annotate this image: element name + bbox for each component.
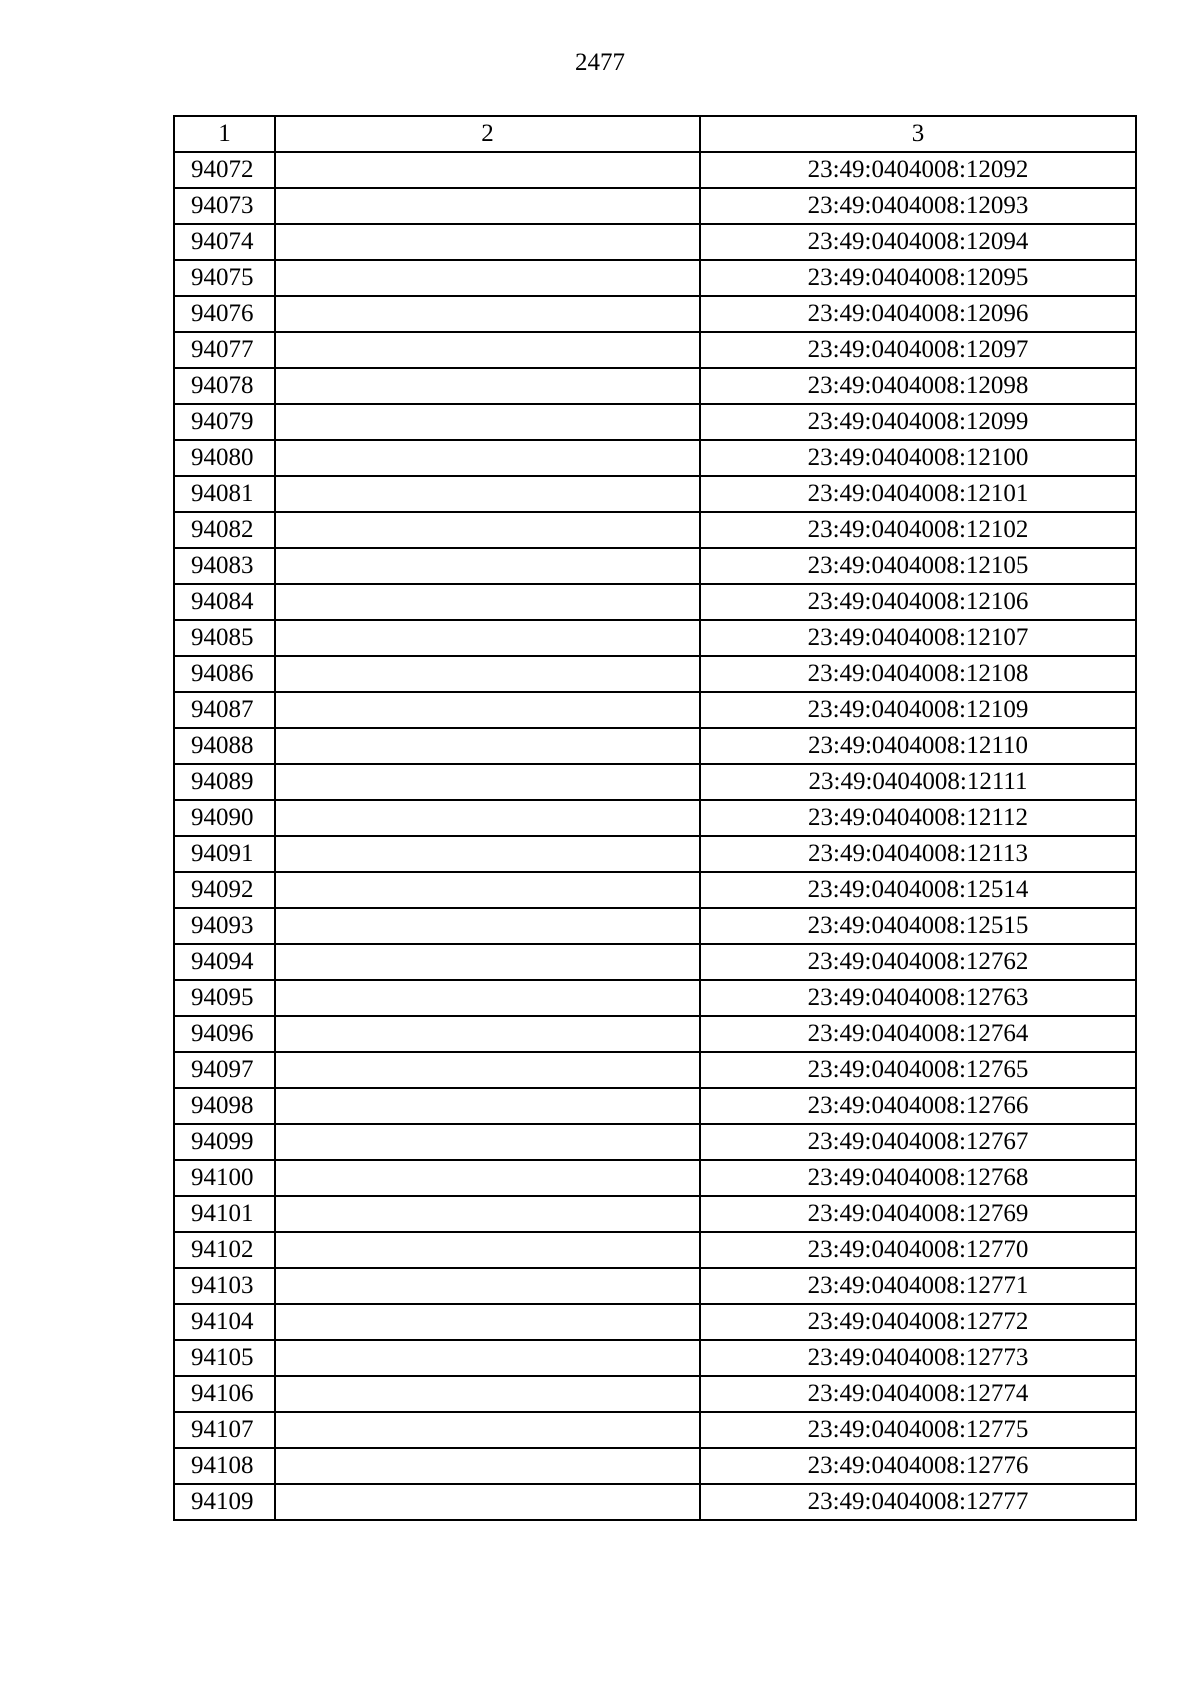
table-row <box>174 1304 1136 1340</box>
cadastral-number-cell: 23:49:0404008:12108 <box>700 656 1136 692</box>
table-row <box>174 872 1136 908</box>
row-description-cell <box>275 1196 700 1232</box>
row-number-cell: 94083 <box>174 548 275 584</box>
row-number-cell: 94082 <box>174 512 275 548</box>
cadastral-number-cell: 23:49:0404008:12094 <box>700 224 1136 260</box>
row-number-cell: 94105 <box>174 1340 275 1376</box>
row-number-cell: 94086 <box>174 656 275 692</box>
row-number-cell: 94077 <box>174 332 275 368</box>
row-description-cell <box>275 1088 700 1124</box>
row-description-cell <box>275 1448 700 1484</box>
row-description-cell <box>275 980 700 1016</box>
row-number-cell: 94103 <box>174 1268 275 1304</box>
row-description-cell <box>275 944 700 980</box>
cadastral-number-cell: 23:49:0404008:12101 <box>700 476 1136 512</box>
cadastral-number-cell: 23:49:0404008:12763 <box>700 980 1136 1016</box>
row-description-cell <box>275 188 700 224</box>
cadastral-number-cell: 23:49:0404008:12515 <box>700 908 1136 944</box>
column-header-2: 2 <box>275 116 700 152</box>
row-number-cell: 94073 <box>174 188 275 224</box>
row-number-cell: 94091 <box>174 836 275 872</box>
row-number-cell: 94099 <box>174 1124 275 1160</box>
cadastral-number-cell: 23:49:0404008:12100 <box>700 440 1136 476</box>
cadastral-number-cell: 23:49:0404008:12113 <box>700 836 1136 872</box>
table-row <box>174 476 1136 512</box>
row-number-cell: 94095 <box>174 980 275 1016</box>
row-description-cell <box>275 728 700 764</box>
row-number-cell: 94081 <box>174 476 275 512</box>
table-row <box>174 512 1136 548</box>
row-number-cell: 94094 <box>174 944 275 980</box>
cadastral-number-cell: 23:49:0404008:12093 <box>700 188 1136 224</box>
table-row <box>174 1412 1136 1448</box>
cadastral-number-cell: 23:49:0404008:12111 <box>700 764 1136 800</box>
row-number-cell: 94075 <box>174 260 275 296</box>
cadastral-number-cell: 23:49:0404008:12107 <box>700 620 1136 656</box>
page-number: 2477 <box>575 49 625 76</box>
row-number-cell: 94100 <box>174 1160 275 1196</box>
row-description-cell <box>275 440 700 476</box>
table-row <box>174 1484 1136 1520</box>
row-description-cell <box>275 296 700 332</box>
cadastral-number-cell: 23:49:0404008:12097 <box>700 332 1136 368</box>
table-row <box>174 944 1136 980</box>
row-description-cell <box>275 1052 700 1088</box>
table-row <box>174 260 1136 296</box>
row-description-cell <box>275 584 700 620</box>
row-description-cell <box>275 656 700 692</box>
row-description-cell <box>275 836 700 872</box>
row-description-cell <box>275 1376 700 1412</box>
row-number-cell: 94088 <box>174 728 275 764</box>
table-row <box>174 368 1136 404</box>
cadastral-number-cell: 23:49:0404008:12764 <box>700 1016 1136 1052</box>
row-number-cell: 94109 <box>174 1484 275 1520</box>
cadastral-number-cell: 23:49:0404008:12106 <box>700 584 1136 620</box>
cadastral-number-cell: 23:49:0404008:12770 <box>700 1232 1136 1268</box>
row-number-cell: 94079 <box>174 404 275 440</box>
cadastral-number-cell: 23:49:0404008:12773 <box>700 1340 1136 1376</box>
table-row <box>174 584 1136 620</box>
cadastral-number-cell: 23:49:0404008:12769 <box>700 1196 1136 1232</box>
table-row <box>174 1160 1136 1196</box>
row-description-cell <box>275 512 700 548</box>
row-number-cell: 94089 <box>174 764 275 800</box>
row-number-cell: 94090 <box>174 800 275 836</box>
cadastral-number-cell: 23:49:0404008:12112 <box>700 800 1136 836</box>
row-description-cell <box>275 404 700 440</box>
row-number-cell: 94096 <box>174 1016 275 1052</box>
cadastral-number-cell: 23:49:0404008:12109 <box>700 692 1136 728</box>
row-number-cell: 94104 <box>174 1304 275 1340</box>
row-number-cell: 94101 <box>174 1196 275 1232</box>
header-row <box>174 116 1136 152</box>
cadastral-number-cell: 23:49:0404008:12774 <box>700 1376 1136 1412</box>
table-row <box>174 764 1136 800</box>
row-description-cell <box>275 1124 700 1160</box>
table-row <box>174 1268 1136 1304</box>
cadastral-number-cell: 23:49:0404008:12766 <box>700 1088 1136 1124</box>
row-number-cell: 94080 <box>174 440 275 476</box>
row-description-cell <box>275 1340 700 1376</box>
row-description-cell <box>275 1484 700 1520</box>
row-description-cell <box>275 692 700 728</box>
row-description-cell <box>275 1268 700 1304</box>
row-description-cell <box>275 620 700 656</box>
table-body <box>174 152 1136 1520</box>
table-row <box>174 1124 1136 1160</box>
row-description-cell <box>275 332 700 368</box>
table-row <box>174 440 1136 476</box>
table-row <box>174 656 1136 692</box>
row-number-cell: 94108 <box>174 1448 275 1484</box>
row-description-cell <box>275 1016 700 1052</box>
row-description-cell <box>275 764 700 800</box>
row-description-cell <box>275 224 700 260</box>
table-row <box>174 224 1136 260</box>
row-description-cell <box>275 1160 700 1196</box>
table-row <box>174 800 1136 836</box>
table-row <box>174 1376 1136 1412</box>
table-row <box>174 1448 1136 1484</box>
table-row <box>174 980 1136 1016</box>
cadastral-number-cell: 23:49:0404008:12777 <box>700 1484 1136 1520</box>
table-row <box>174 1088 1136 1124</box>
row-number-cell: 94078 <box>174 368 275 404</box>
cadastral-number-cell: 23:49:0404008:12772 <box>700 1304 1136 1340</box>
row-number-cell: 94106 <box>174 1376 275 1412</box>
cadastral-number-cell: 23:49:0404008:12514 <box>700 872 1136 908</box>
cadastral-number-cell: 23:49:0404008:12762 <box>700 944 1136 980</box>
cadastral-number-cell: 23:49:0404008:12099 <box>700 404 1136 440</box>
row-description-cell <box>275 368 700 404</box>
row-description-cell <box>275 260 700 296</box>
cadastral-number-cell: 23:49:0404008:12092 <box>700 152 1136 188</box>
row-description-cell <box>275 1232 700 1268</box>
table-row <box>174 836 1136 872</box>
row-number-cell: 94087 <box>174 692 275 728</box>
row-number-cell: 94076 <box>174 296 275 332</box>
row-number-cell: 94092 <box>174 872 275 908</box>
cadastral-number-cell: 23:49:0404008:12771 <box>700 1268 1136 1304</box>
column-header-3: 3 <box>700 116 1136 152</box>
row-description-cell <box>275 800 700 836</box>
row-number-cell: 94102 <box>174 1232 275 1268</box>
table-row <box>174 728 1136 764</box>
cadastral-number-cell: 23:49:0404008:12105 <box>700 548 1136 584</box>
table-row <box>174 1052 1136 1088</box>
table-row <box>174 548 1136 584</box>
table-row <box>174 152 1136 188</box>
row-description-cell <box>275 152 700 188</box>
table-row <box>174 1232 1136 1268</box>
table-row <box>174 1196 1136 1232</box>
row-number-cell: 94085 <box>174 620 275 656</box>
table-row <box>174 620 1136 656</box>
row-description-cell <box>275 872 700 908</box>
row-description-cell <box>275 908 700 944</box>
table-row <box>174 296 1136 332</box>
row-number-cell: 94074 <box>174 224 275 260</box>
row-number-cell: 94107 <box>174 1412 275 1448</box>
table-row <box>174 1340 1136 1376</box>
row-description-cell <box>275 1412 700 1448</box>
table-row <box>174 692 1136 728</box>
table-row <box>174 332 1136 368</box>
cadastral-number-cell: 23:49:0404008:12096 <box>700 296 1136 332</box>
table-header <box>174 116 1136 152</box>
table-row <box>174 908 1136 944</box>
cadastral-number-cell: 23:49:0404008:12768 <box>700 1160 1136 1196</box>
table-row <box>174 188 1136 224</box>
table-row <box>174 404 1136 440</box>
cadastral-number-cell: 23:49:0404008:12775 <box>700 1412 1136 1448</box>
row-description-cell <box>275 548 700 584</box>
row-description-cell <box>275 476 700 512</box>
cadastral-number-cell: 23:49:0404008:12095 <box>700 260 1136 296</box>
table-row <box>174 1016 1136 1052</box>
cadastral-number-cell: 23:49:0404008:12767 <box>700 1124 1136 1160</box>
row-description-cell <box>275 1304 700 1340</box>
row-number-cell: 94098 <box>174 1088 275 1124</box>
cadastral-number-cell: 23:49:0404008:12098 <box>700 368 1136 404</box>
cadastral-number-cell: 23:49:0404008:12765 <box>700 1052 1136 1088</box>
row-number-cell: 94084 <box>174 584 275 620</box>
row-number-cell: 94093 <box>174 908 275 944</box>
row-number-cell: 94072 <box>174 152 275 188</box>
cadastral-number-cell: 23:49:0404008:12102 <box>700 512 1136 548</box>
registry-table <box>173 115 1137 1521</box>
row-number-cell: 94097 <box>174 1052 275 1088</box>
column-header-1: 1 <box>174 116 275 152</box>
cadastral-number-cell: 23:49:0404008:12776 <box>700 1448 1136 1484</box>
cadastral-number-cell: 23:49:0404008:12110 <box>700 728 1136 764</box>
